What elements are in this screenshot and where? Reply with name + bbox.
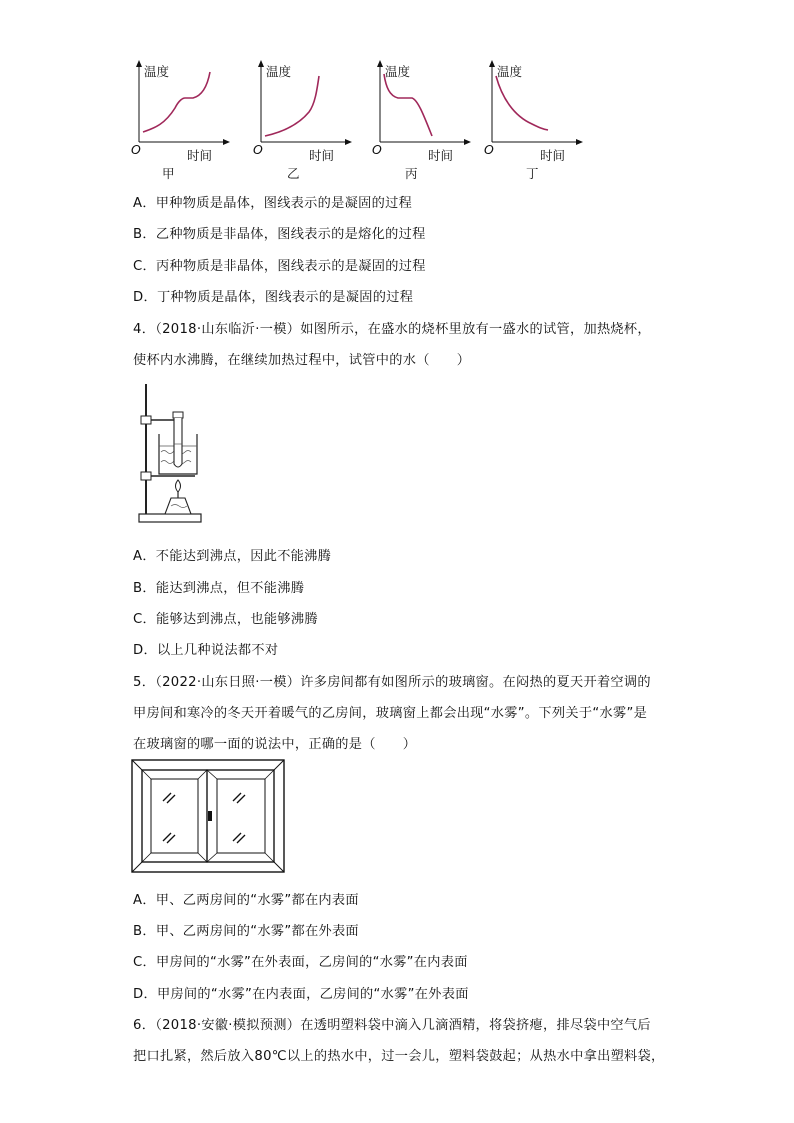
graph-bing-origin: O: [372, 142, 382, 157]
graph-ding-xlabel: 时间: [540, 148, 566, 163]
q5-stem-line-1: 5．（2022·山东日照·一模）许多房间都有如图所示的玻璃窗。在闷热的夏天开着空调的: [133, 675, 651, 690]
q3-option-b: B．乙种物质是非晶体，图线表示的是熔化的过程: [133, 227, 426, 242]
graph-jia-origin: O: [131, 142, 141, 157]
graph-yi: [253, 60, 363, 181]
q4-option-c: C．能够达到沸点，也能够沸腾: [133, 612, 318, 627]
graph-bing-name: 丙: [405, 166, 418, 181]
graph-jia-ylabel: 温度: [144, 64, 170, 79]
q5-stem-line-2: 甲房间和寒冷的冬天开着暖气的乙房间，玻璃窗上都会出现“水雾”。下列关于“水雾”是: [133, 706, 648, 721]
graph-yi-xlabel: 时间: [309, 148, 335, 163]
q6-stem-line-1: 6．（2018·安徽·模拟预测）在透明塑料袋中滴入几滴酒精，将袋挤瘪，排尽袋中空气后: [133, 1018, 651, 1033]
graph-jia-xlabel: 时间: [187, 148, 213, 163]
q4-option-a: A．不能达到沸点，因此不能沸腾: [133, 549, 332, 564]
q6-stem-line-2: 把口扎紧，然后放入80℃以上的热水中，过一会儿，塑料袋鼓起；从热水中拿出塑料袋，: [133, 1049, 665, 1064]
graph-ding-name: 丁: [526, 166, 539, 181]
curve-bing: [384, 74, 432, 136]
graph-bing: [372, 60, 482, 181]
q5-option-b: B．甲、乙两房间的“水雾”都在外表面: [133, 924, 359, 939]
graph-ding-origin: O: [484, 142, 494, 157]
q4-stem-line-2: 使杯内水沸腾，在继续加热过程中，试管中的水（ ）: [133, 353, 471, 368]
graph-bing-xlabel: 时间: [428, 148, 454, 163]
boiling-apparatus-figure: [135, 382, 205, 524]
graph-jia-name: 甲: [162, 166, 175, 181]
q4-option-b: B．能达到沸点，但不能沸腾: [133, 581, 305, 596]
q4-option-d: D．以上几种说法都不对: [133, 643, 279, 658]
curve-ding: [496, 76, 548, 130]
graph-yi-name: 乙: [287, 166, 300, 181]
q5-stem-line-3: 在玻璃窗的哪一面的说法中，正确的是（ ）: [133, 737, 417, 752]
q5-option-c: C．甲房间的“水雾”在外表面，乙房间的“水雾”在内表面: [133, 955, 468, 970]
q5-option-d: D．甲房间的“水雾”在内表面，乙房间的“水雾”在外表面: [133, 987, 469, 1002]
graph-yi-ylabel: 温度: [266, 64, 292, 79]
glass-window-figure: [131, 759, 285, 873]
graph-jia: [131, 60, 241, 181]
graph-ding-ylabel: 温度: [497, 64, 523, 79]
curve-yi: [265, 76, 319, 136]
curve-jia: [143, 72, 210, 132]
q5-option-a: A．甲、乙两房间的“水雾”都在内表面: [133, 893, 359, 908]
q4-stem-line-1: 4．（2018·山东临沂·一模）如图所示，在盛水的烧杯里放有一盛水的试管，加热烧杯，: [133, 322, 651, 337]
graph-yi-origin: O: [253, 142, 263, 157]
q3-option-a: A．甲种物质是晶体，图线表示的是凝固的过程: [133, 196, 413, 211]
q3-option-d: D．丁种物质是晶体，图线表示的是凝固的过程: [133, 290, 414, 305]
graph-bing-ylabel: 温度: [385, 64, 411, 79]
q3-option-c: C．丙种物质是非晶体，图线表示的是凝固的过程: [133, 259, 426, 274]
graph-ding: [484, 60, 594, 181]
